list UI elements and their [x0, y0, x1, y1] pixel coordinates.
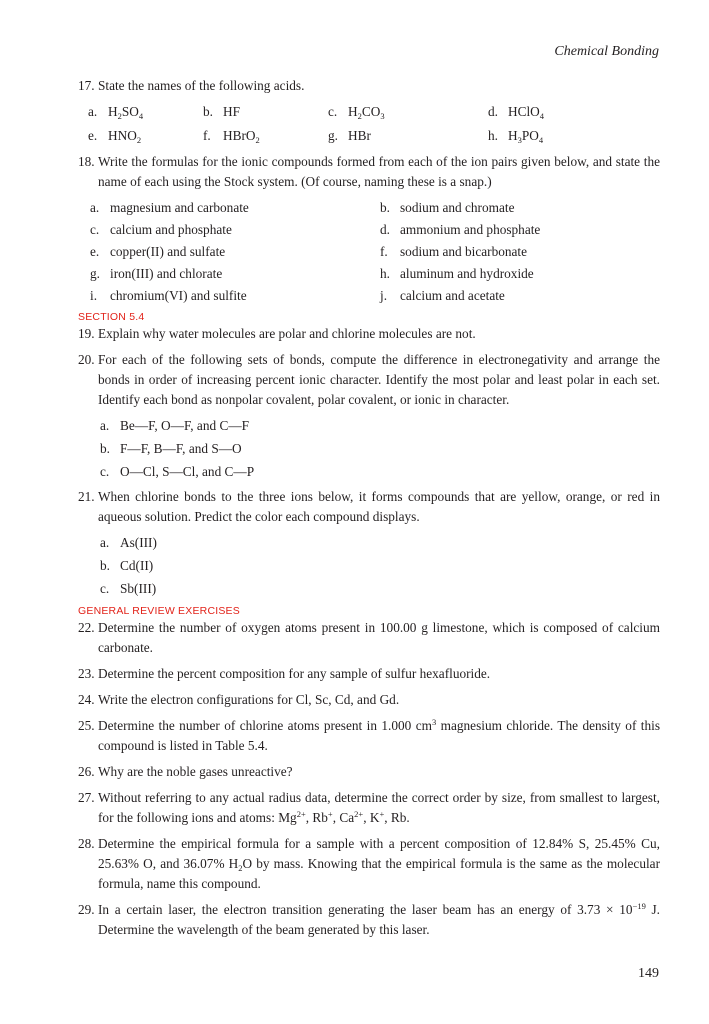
- list-item: f. sodium and bicarbonate: [380, 244, 528, 259]
- ion-list: [100, 533, 660, 600]
- list-item: d. HClO$_4$: [488, 104, 545, 121]
- question-21: [78, 487, 660, 527]
- list-item: d. ammonium and phosphate: [380, 222, 541, 237]
- list-item: c. Sb(III): [100, 581, 157, 596]
- question-number: 21.: [78, 489, 95, 504]
- question-text: Determine the empirical formula for a sample with a percent composition of 12.84% S, 25.45% Cu, 25.63% O, and 36.07% $H_2O$ by mass. Knowing that the empirical formula is the same as the molecular formula, name this compound.: [98, 836, 660, 891]
- acid-list: [88, 102, 660, 146]
- question-19: [78, 324, 660, 344]
- section-heading: GENERAL REVIEW EXERCISES: [78, 605, 240, 617]
- question-25: [78, 716, 660, 756]
- question-number: 20.: [78, 352, 95, 367]
- question-text: State the names of the following acids.: [98, 78, 305, 93]
- question-number: 19.: [78, 326, 95, 341]
- question-text: Write the electron configurations for Cl, Sc, Cd, and Gd.: [98, 692, 400, 707]
- question-number: 23.: [78, 666, 95, 681]
- question-27: [78, 788, 660, 828]
- exercise-list: [78, 76, 660, 946]
- question-text: When chlorine bonds to the three ions below, it forms compounds that are yellow, orange, or red in aqueous solution. Predict the color each compound displays.: [98, 489, 660, 524]
- list-item: b. F—F, B—F, and S—O: [100, 441, 242, 456]
- question-text: For each of the following sets of bonds, compute the difference in electronegativity and arrange the bonds in order of increasing percent ionic character. Identify the most polar and least polar in each set. Identify each bond as nonpolar covalent, polar covalent, or ionic in character.: [98, 352, 660, 407]
- question-number: 27.: [78, 790, 95, 805]
- list-item: g. HBr: [328, 128, 371, 143]
- question-number: 22.: [78, 620, 95, 635]
- ion-pair-list: [90, 198, 660, 306]
- question-28: [78, 834, 660, 894]
- list-item: b. HF: [203, 104, 240, 119]
- bond-set-list: [100, 416, 660, 483]
- question-number: 17.: [78, 78, 95, 93]
- question-29: [78, 900, 660, 940]
- question-22: [78, 618, 660, 658]
- list-item: g. iron(III) and chlorate: [90, 266, 223, 281]
- question-text: Why are the noble gases unreactive?: [98, 764, 293, 779]
- list-item: b. Cd(II): [100, 558, 154, 573]
- question-number: 28.: [78, 836, 95, 851]
- list-item: i. chromium(VI) and sulfite: [90, 288, 247, 303]
- list-item: h. $H_3PO_4$: [488, 128, 544, 145]
- list-item: e. copper(II) and sulfate: [90, 244, 226, 259]
- running-head: Chemical Bonding: [554, 44, 659, 59]
- list-item: c. $H_2CO_3$: [328, 104, 385, 121]
- question-number: 18.: [78, 154, 95, 169]
- list-item: b. sodium and chromate: [380, 200, 515, 215]
- list-item: a. $H_2SO_4$: [88, 104, 144, 121]
- list-item: e. $HNO_2$: [88, 128, 142, 145]
- section-heading: SECTION 5.4: [78, 311, 145, 323]
- question-number: 25.: [78, 718, 95, 733]
- question-26: [78, 762, 660, 782]
- list-item: h. aluminum and hydroxide: [380, 266, 534, 281]
- list-item: a. As(III): [100, 535, 157, 550]
- list-item: c. O—Cl, S—Cl, and C—P: [100, 464, 255, 479]
- question-number: 26.: [78, 764, 95, 779]
- question-text: Determine the number of oxygen atoms present in 100.00 g limestone, which is composed of calcium carbonate.: [98, 620, 660, 655]
- question-number: 29.: [78, 902, 95, 917]
- question-17: [78, 76, 660, 96]
- list-item: f. HBrO$_2$: [203, 128, 260, 145]
- list-item: a. magnesium and carbonate: [90, 200, 249, 215]
- question-text: In a certain laser, the electron transition generating the laser beam has an energy of $3.73 \times 10^{-19}$ J. Determine the wavelength of the beam generated by this laser.: [98, 901, 661, 937]
- page-number: 149: [638, 966, 659, 981]
- question-text: Determine the number of chlorine atoms present in 1.000 $cm^3$ magnesium chloride. The density of this compound is listed in Table 5.4.: [98, 717, 660, 753]
- question-text: Determine the percent composition for any sample of sulfur hexafluoride.: [98, 666, 491, 681]
- list-item: j. calcium and acetate: [380, 288, 505, 303]
- list-item: a. Be—F, O—F, and C—F: [100, 418, 250, 433]
- question-text: Write the formulas for the ionic compounds formed from each of the ion pairs given below, and state the name of each using the Stock system. (Of course, naming these is a snap.): [98, 154, 660, 189]
- question-number: 24.: [78, 692, 95, 707]
- list-item: c. calcium and phosphate: [90, 222, 232, 237]
- question-23: [78, 664, 660, 684]
- question-24: [78, 690, 660, 710]
- question-text: Explain why water molecules are polar and chlorine molecules are not.: [98, 326, 476, 341]
- question-text: Without referring to any actual radius data, determine the correct order by size, from smallest to largest, for the following ions and atoms: $Mg^{2+}$, Rb+, $Ca^{2+}$, K+, Rb.: [98, 790, 660, 825]
- question-18: [78, 152, 660, 192]
- question-20: [78, 350, 660, 410]
